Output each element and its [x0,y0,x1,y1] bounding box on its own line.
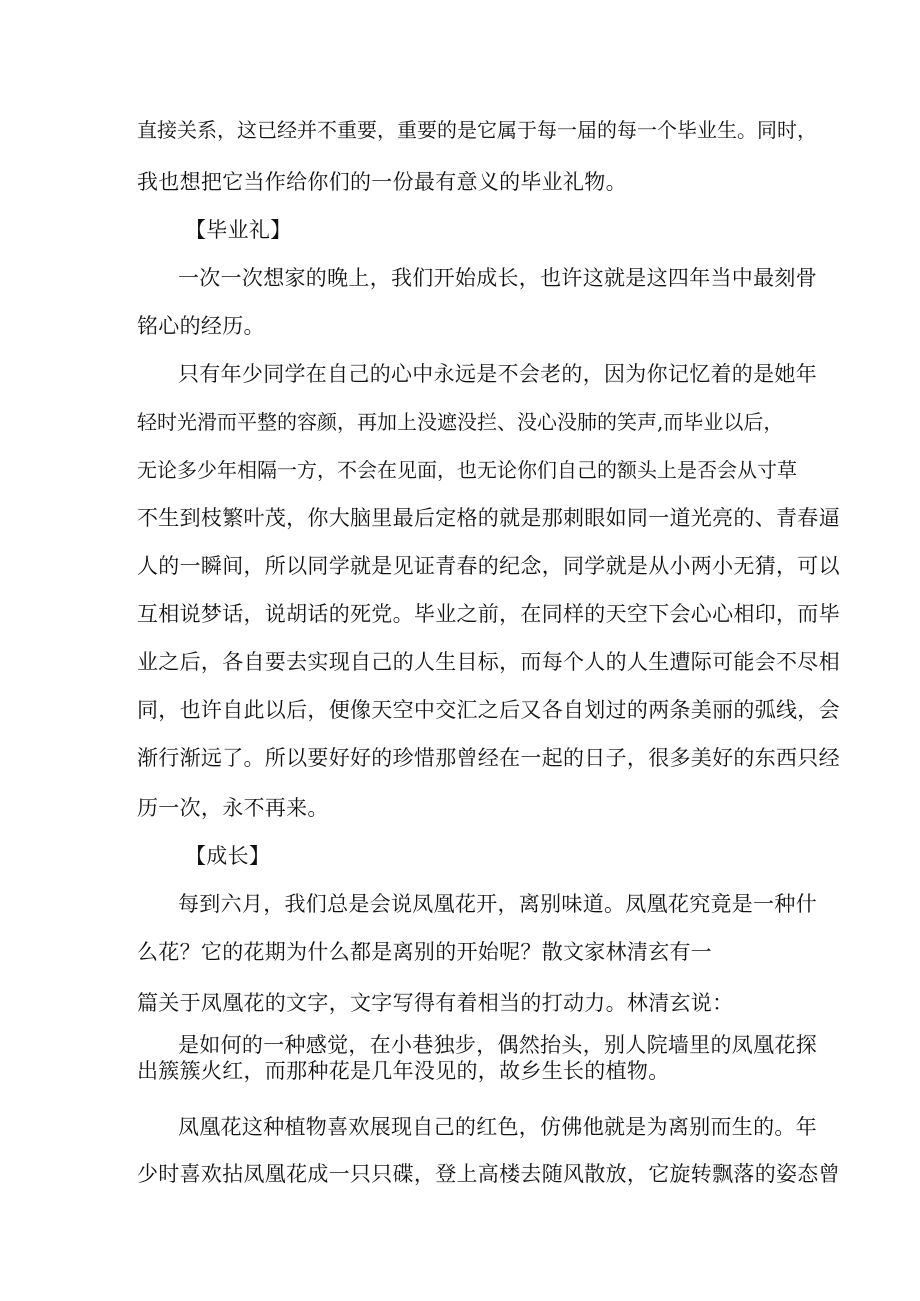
text-line: 人的一瞬间，所以同学就是见证青春的纪念，同学就是从小两小无猜，可以 [137,554,840,578]
text-line: 凤凰花这种植物喜欢展现自己的红色，仿佛他就是为离别而生的。年 [178,1115,817,1139]
section-heading: 【成长】 [185,844,271,868]
text-line: 直接关系，这已经并不重要，重要的是它属于每一届的每一个毕业生。同时， [137,118,817,142]
text-line: 同，也许自此以后，便像天空中交汇之后又各自划过的两条美丽的弧线，会 [137,698,840,722]
text-line: 我也想把它当作给你们的一份最有意义的毕业礼物。 [137,170,627,194]
text-line: 铭心的经历。 [137,314,265,338]
text-line: 么花？它的花期为什么都是离别的开始呢？散文家林清玄有一 [137,940,713,964]
text-line: 是如何的一种感觉，在小巷独步，偶然抬头，别人院墙里的凤凰花探 [178,1033,817,1057]
section-heading: 【毕业礼】 [185,218,292,242]
text-line: 只有年少同学在自己的心中永远是不会老的，因为你记忆着的是她年 [178,362,817,386]
text-line: 每到六月，我们总是会说凤凰花开，离别味道。凤凰花究竟是一种什 [178,892,817,916]
text-line: 无论多少年相隔一方，不会在见面，也无论你们自己的额头上是否会从寸草 [137,458,797,482]
text-line: 历一次，永不再来。 [137,796,329,820]
text-line: 篇关于凤凰花的文字，文字写得有着相当的打动力。林清玄说： [137,991,734,1015]
text-line: 不生到枝繁叶茂，你大脑里最后定格的就是那刺眼如同一道光亮的、青春逼 [137,506,840,530]
text-line: 轻时光滑而平整的容颜，再加上没遮没拦、没心没肺的笑声,而毕业以后， [137,410,784,434]
text-line: 业之后，各自要去实现自己的人生目标，而每个人的人生遭际可能会不尽相 [137,650,840,674]
text-line: 互相说梦话，说胡话的死党。毕业之前，在同样的天空下会心心相印，而毕 [137,602,840,626]
text-line: 一次一次想家的晚上，我们开始成长，也许这就是这四年当中最刻骨 [178,266,817,290]
text-line: 少时喜欢拈凤凰花成一只只碟，登上高楼去随风散放，它旋转飘落的姿态曾 [137,1162,840,1186]
text-line: 渐行渐远了。所以要好好的珍惜那曾经在一起的日子，很多美好的东西只经 [137,746,840,770]
text-line: 出簇簇火红，而那种花是几年没见的，故乡生长的植物。 [137,1059,670,1083]
